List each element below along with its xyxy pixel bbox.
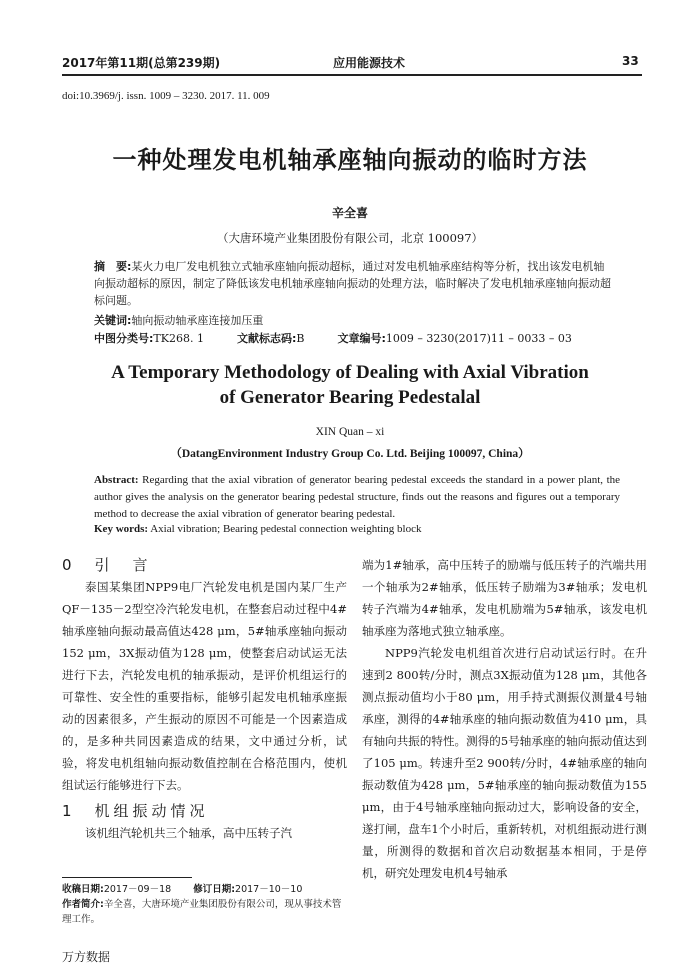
journal-name: 应用能源技术 bbox=[333, 56, 406, 70]
abstract-en bbox=[94, 472, 620, 523]
header-rule bbox=[62, 74, 642, 76]
keywords-en-text: Axial vibration; Bearing pedestal connection weighting block bbox=[150, 523, 422, 535]
section-heading-vibration: 1 机组振动情况 bbox=[62, 802, 209, 820]
footnote-dates bbox=[62, 882, 347, 897]
footnote bbox=[62, 882, 347, 927]
author-bio-text: 辛全喜，大唐环境产业集团股份有限公司，现从事技术管理工作。 bbox=[62, 899, 342, 925]
affiliation-en: （DatangEnvironment Industry Group Co. Ltd. Beijing 100097, China） bbox=[170, 448, 530, 460]
paragraph-startup-test: NPP9汽轮发电机组首次进行启动试运行时。在升速到2 800转/分时，测点3X振动值为128 μm，其他各测点振动值均小于80 μm，用手持式测振仪测量4号轴承座，测得的4#轴承座的轴向振动数值为410 μm，具有轴向共振的特性。测得的5号轴承座的轴向振动值达到了105 μm。转速升至2 900转/分时，4#轴承座的轴向振动数值为428 μm，5#轴承座的轴向振动数值为155 μm，由于4号轴承座轴向振动过大，影响设备的安全，遂打闸，盘车1个小时后，重新转机，对机组振动进行测量，所测得的数据和首次启动数据基本相同，于是停机，研究处理发电机4号轴承 bbox=[362, 646, 647, 880]
section-heading-intro: 0 引 言 bbox=[62, 556, 152, 574]
abstract-cn-label: 摘 要: bbox=[94, 260, 132, 273]
keywords-en bbox=[94, 523, 422, 535]
keywords-cn-text: 轴向振动轴承座连接加压重 bbox=[131, 314, 264, 327]
paragraph-intro: 泰国某集团NPP9电厂汽轮发电机是国内某厂生产QF－135－2型空冷汽轮发电机，在整套启动过程中4#轴承座轴向振动最高值达428 μm，5#轴承座轴向振动152 μm，3X振动值为128 μm，使整套启动试运无法进行下去，汽轮发电机的轴承振动，是评价机组运行的可靠性、安全性的重要指标，能够引起发电机轴承座振动的因素很多，产生振动的原因不可能是一个因素造成的，是多种共同因素造成的结果，文中通过分析，试验，将发电机组轴向振动数值控制在合格范围内，使机组试运行能够进行下去。 bbox=[62, 580, 347, 792]
title-en-line2: of Generator Bearing Pedestalal bbox=[219, 387, 481, 408]
abstract-cn bbox=[94, 258, 614, 309]
doc-code-value: B bbox=[296, 332, 305, 345]
title-cn: 一种处理发电机轴承座轴向振动的临时方法 bbox=[112, 145, 588, 174]
doc-code-label: 文献标志码: bbox=[236, 332, 297, 345]
body-right-column bbox=[362, 554, 647, 884]
author-cn: 辛全喜 bbox=[331, 206, 368, 220]
abstract-cn-text: 某火力电厂发电机独立式轴承座轴向振动超标，通过对发电机轴承座结构等分析，找出该发电机轴向振动超标的原因，制定了降低该发电机轴承座轴向振动的处理方法，临时解决了发电机轴承座轴向振动超标问题。 bbox=[94, 260, 611, 307]
title-en-line1: A Temporary Methodology of Dealing with Axial Vibration bbox=[111, 362, 589, 383]
journal-issue: 2017年第11期(总第239期) bbox=[62, 56, 221, 70]
abstract-en-label: Abstract: bbox=[94, 474, 139, 486]
footnote-author bbox=[62, 897, 347, 927]
affiliation-cn: （大唐环境产业集团股份有限公司，北京 100097） bbox=[216, 231, 484, 245]
paragraph-bearings: 端为1#轴承，高中压转子的励端与低压转子的汽端共用一个轴承为2#轴承，低压转子励端为3#轴承；发电机转子汽端为4#轴承，发电机励端为5#轴承，该发电机轴承座为落地式独立轴承座。 bbox=[362, 558, 647, 638]
body-left-column bbox=[62, 554, 347, 844]
watermark-text: 万方数据 bbox=[62, 950, 111, 964]
received-label: 收稿日期: bbox=[62, 884, 104, 895]
article-no-label: 文章编号: bbox=[337, 332, 386, 345]
keywords-cn bbox=[94, 312, 614, 329]
paragraph-vibration-start: 该机组汽轮机共三个轴承，高中压转子汽 bbox=[85, 826, 292, 840]
classification-line bbox=[94, 330, 624, 347]
title-en bbox=[0, 360, 700, 410]
keywords-cn-label: 关键词: bbox=[94, 314, 132, 327]
keywords-en-label: Key words: bbox=[94, 523, 149, 535]
footnote-rule bbox=[62, 877, 192, 878]
author-en: XIN Quan – xi bbox=[315, 426, 385, 438]
abstract-en-text: Regarding that the axial vibration of generator bearing pedestal exceeds the standard in a power plant, the author gives the analysis on the generator bearing pedestal structure, finds out the reasons and figures out a temporary method to decrease the axial vibration of generator bearing pedestal. bbox=[94, 474, 621, 520]
doi: doi:10.3969/j. issn. 1009 – 3230. 2017. 11. 009 bbox=[62, 90, 270, 102]
revised-label: 修订日期: bbox=[193, 884, 236, 895]
received-date: 2017－09－18 bbox=[103, 884, 172, 895]
article-no-value: 1009 – 3230(2017)11 – 0033 – 03 bbox=[385, 332, 572, 345]
revised-date: 2017－10－10 bbox=[235, 884, 303, 895]
clc-value: TK268. 1 bbox=[153, 332, 204, 345]
author-bio-label: 作者简介: bbox=[62, 899, 104, 910]
page-number: 33 bbox=[622, 54, 639, 68]
clc-label: 中图分类号: bbox=[94, 332, 154, 345]
